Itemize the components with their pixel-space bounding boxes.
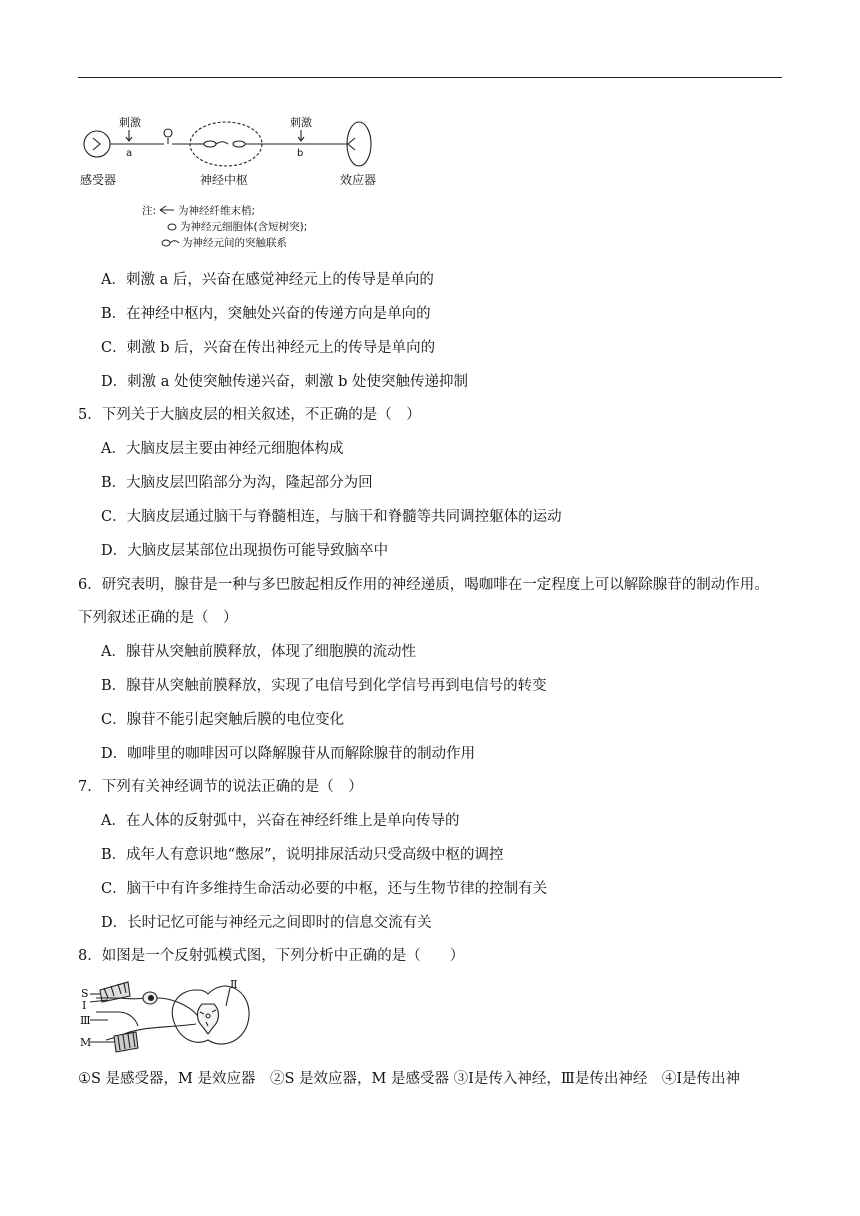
stimulus-b-label: 刺激: [290, 116, 312, 129]
center-label: 神经中枢: [200, 173, 249, 187]
receptor-label: 感受器: [80, 173, 117, 187]
point-a-label: a: [126, 148, 133, 159]
q7-option-c: C．脑干中有许多维持生命活动必要的中枢，还与生物节律的控制有关: [101, 881, 548, 897]
q5-option-a: A．大脑皮层主要由神经元细胞体构成: [101, 441, 344, 457]
q4-option-c: C．刺激 b 后，兴奋在传出神经元上的传导是单向的: [101, 340, 436, 356]
q6-stem-line2: 下列叙述正确的是（ ）: [78, 610, 238, 626]
note-line-1: 为神经纤维末梢;: [178, 205, 256, 217]
fig2-label-ii: Ⅱ: [230, 978, 238, 991]
note-line-3: 为神经元间的突触联系: [182, 237, 287, 249]
stimulus-a-label: 刺激: [119, 116, 141, 129]
note-prefix: 注:: [142, 205, 157, 217]
q5-option-b: B．大脑皮层凹陷部分为沟，隆起部分为回: [101, 475, 373, 491]
header-rule: [78, 77, 782, 78]
q5-stem: 5．下列关于大脑皮层的相关叙述，不正确的是（ ）: [78, 407, 421, 423]
q4-option-a: A．刺激 a 后，兴奋在感觉神经元上的传导是单向的: [101, 272, 434, 288]
fig2-label-iii: Ⅲ: [80, 1014, 91, 1027]
reflex-arc-diagram: [76, 108, 396, 256]
q7-option-b: B．成年人有意识地“憋尿”，说明排尿活动只受高级中枢的调控: [101, 847, 504, 863]
q5-option-d: D．大脑皮层某部位出现损伤可能导致脑卒中: [101, 543, 389, 559]
q4-option-d: D．刺激 a 处使突触传递兴奋，刺激 b 处使突触传递抑制: [101, 374, 468, 390]
fig2-label-s: S: [81, 987, 89, 1000]
q4-option-b: B．在神经中枢内，突触处兴奋的传递方向是单向的: [101, 306, 431, 322]
q5-option-c: C．大脑皮层通过脑干与脊髓相连，与脑干和脊髓等共同调控躯体的运动: [101, 509, 562, 525]
q8-choices-line: ①S 是感受器，M 是效应器 ②S 是效应器，M 是感受器 ③Ⅰ是传入神经，Ⅲ是传出神经 ④Ⅰ是传出神: [78, 1071, 741, 1087]
fig2-label-m: M: [80, 1036, 92, 1049]
q6-option-c: C．腺苷不能引起突触后膜的电位变化: [101, 712, 345, 728]
point-b-label: b: [297, 148, 304, 159]
q7-stem: 7．下列有关神经调节的说法正确的是（ ）: [78, 779, 363, 795]
q6-option-a: A．腺苷从突触前膜释放，体现了细胞膜的流动性: [101, 644, 416, 660]
q7-option-a: A．在人体的反射弧中，兴奋在神经纤维上是单向传导的: [101, 813, 460, 829]
note-line-2: 为神经元细胞体(含短树突);: [180, 221, 308, 233]
spinal-reflex-diagram: [78, 976, 273, 1058]
q6-option-b: B．腺苷从突触前膜释放，实现了电信号到化学信号再到电信号的转变: [101, 678, 547, 694]
q8-stem: 8．如图是一个反射弧模式图，下列分析中正确的是（ ）: [78, 948, 465, 964]
q7-option-d: D．长时记忆可能与神经元之间即时的信息交流有关: [101, 915, 432, 931]
q6-option-d: D．咖啡里的咖啡因可以降解腺苷从而解除腺苷的制动作用: [101, 746, 476, 762]
fig2-label-i: Ⅰ: [82, 999, 87, 1012]
q6-stem-line1: 6．研究表明，腺苷是一种与多巴胺起相反作用的神经递质，喝咖啡在一定程度上可以解除腺苷的制动作用。: [78, 577, 769, 593]
effector-label: 效应器: [340, 173, 377, 187]
